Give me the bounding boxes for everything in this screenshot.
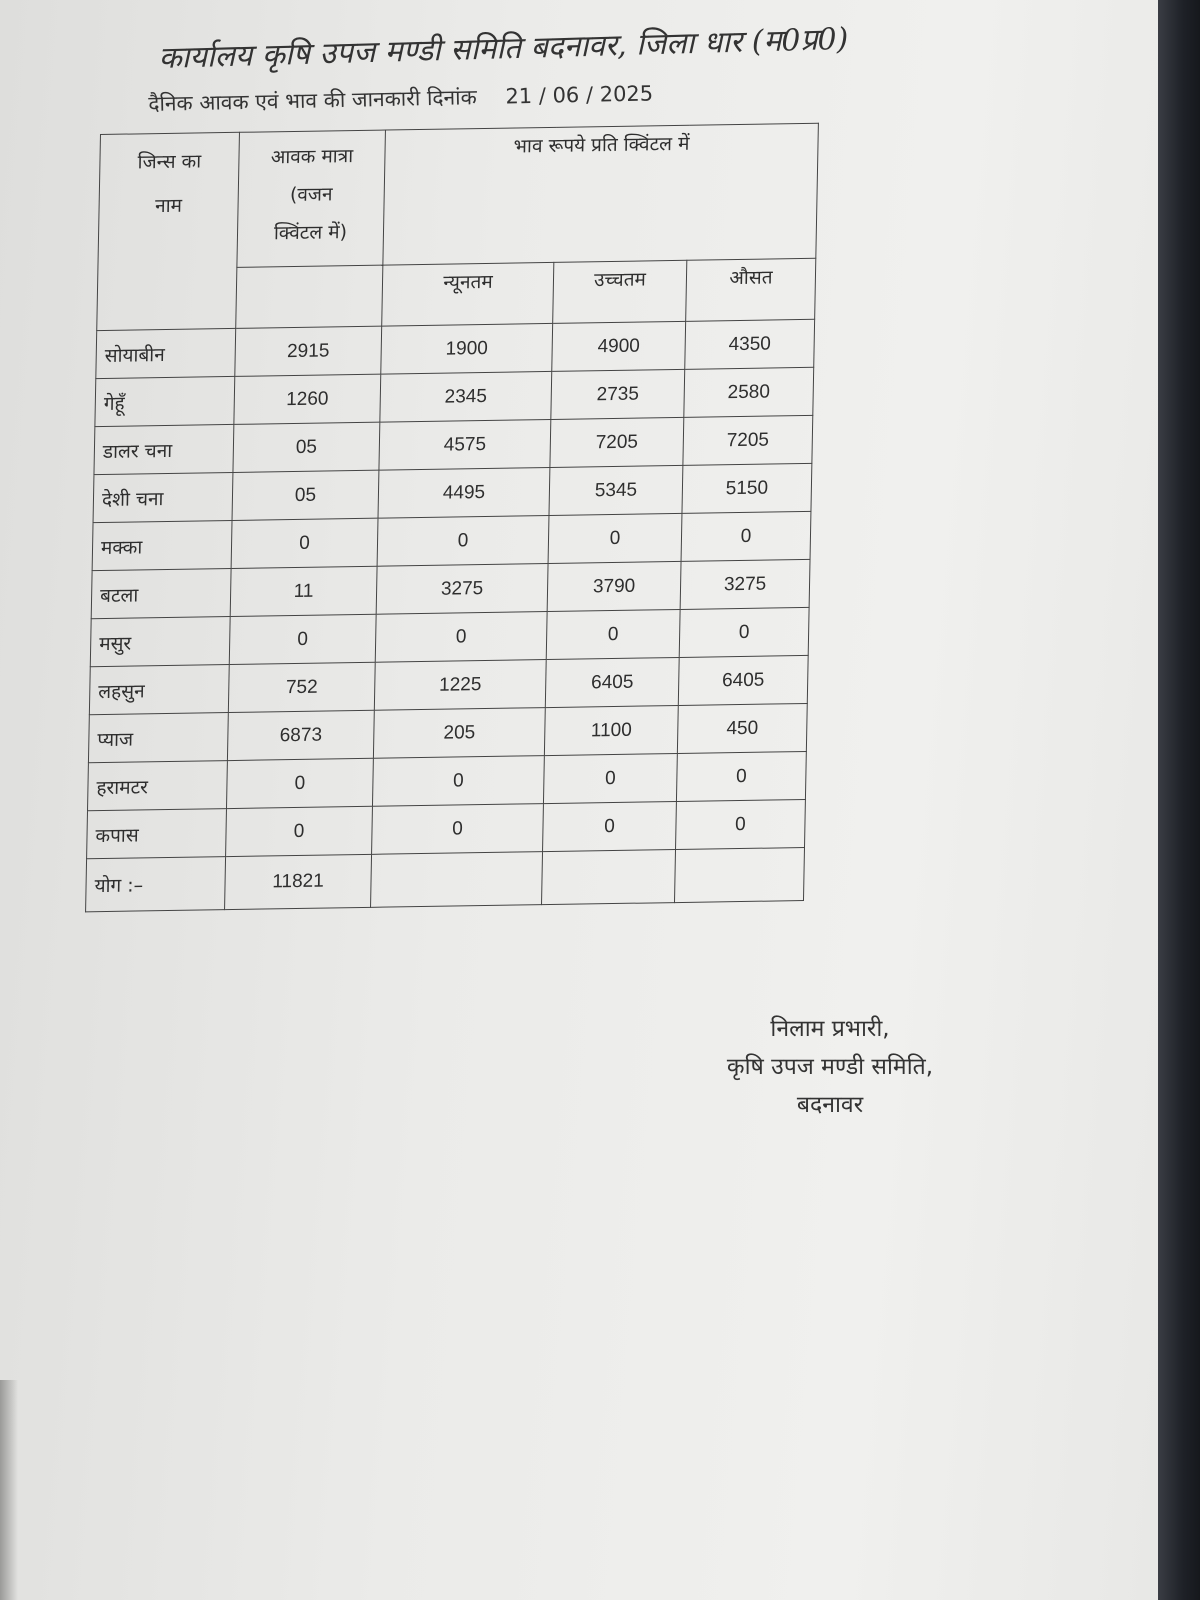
avg-price-cell: 4350 xyxy=(685,319,815,369)
max-price-cell: 3790 xyxy=(547,561,681,611)
max-price-cell: 5345 xyxy=(549,465,683,515)
commodity-name-cell: गेहूँ xyxy=(95,376,235,426)
total-empty-cell xyxy=(674,848,804,903)
arrival-qty-cell: 0 xyxy=(231,518,378,568)
arrival-qty-cell: 0 xyxy=(226,758,373,808)
commodity-name-cell: मसुर xyxy=(90,617,230,667)
signature-line1: निलाम प्रभारी, xyxy=(770,1016,890,1042)
avg-price-cell: 7205 xyxy=(683,415,813,465)
header-arrival-quantity xyxy=(237,130,386,267)
header-average: औसत xyxy=(686,258,816,321)
commodity-name-cell: सोयाबीन xyxy=(96,328,236,378)
avg-price-cell: 0 xyxy=(679,607,809,657)
price-table-wrapper xyxy=(85,123,819,913)
arrival-qty-cell: 1260 xyxy=(234,374,381,424)
total-empty-cell xyxy=(542,850,676,905)
header-commodity-line2: नाम xyxy=(154,194,183,218)
avg-price-cell: 6405 xyxy=(678,655,808,705)
background-edge xyxy=(1158,0,1200,1600)
avg-price-cell: 0 xyxy=(676,751,806,801)
header-qty-line3: क्विंटल में) xyxy=(273,221,348,245)
commodity-name-cell: प्याज xyxy=(88,713,228,763)
avg-price-cell: 2580 xyxy=(684,367,814,417)
arrival-qty-cell: 752 xyxy=(228,662,375,712)
office-title: कार्यालय कृषि उपज मण्डी समिति बदनावर, जिला धार (म0प्र0) xyxy=(158,21,849,76)
header-commodity-line1: जिन्स का xyxy=(137,150,202,174)
max-price-cell: 1100 xyxy=(544,705,678,755)
arrival-qty-cell: 0 xyxy=(229,614,376,664)
min-price-cell: 3275 xyxy=(376,564,548,615)
total-quantity: 11821 xyxy=(225,854,372,909)
report-label: दैनिक आवक एवं भाव की जानकारी दिनांक xyxy=(148,85,477,116)
avg-price-cell: 0 xyxy=(681,511,811,561)
signature-block xyxy=(690,1010,970,1124)
min-price-cell: 1900 xyxy=(381,323,553,374)
total-row xyxy=(86,848,805,912)
commodity-name-cell: हरामटर xyxy=(88,761,228,811)
max-price-cell: 4900 xyxy=(552,321,686,371)
commodity-name-cell: कपास xyxy=(87,809,227,859)
commodity-name-cell: बटला xyxy=(91,568,231,618)
signature-line2: कृषि उपज मण्डी समिति, xyxy=(726,1054,934,1080)
commodity-name-cell: लहसुन xyxy=(89,665,229,715)
min-price-cell: 0 xyxy=(372,756,544,807)
commodity-name-cell: डालर चना xyxy=(94,424,234,474)
min-price-cell: 4575 xyxy=(379,419,551,470)
avg-price-cell: 0 xyxy=(676,800,806,850)
arrival-qty-cell: 05 xyxy=(233,422,380,472)
commodity-name-cell: देशी चना xyxy=(93,472,233,522)
header-row xyxy=(98,123,819,269)
max-price-cell: 6405 xyxy=(545,657,679,707)
signature-line3: बदनावर xyxy=(796,1092,864,1118)
max-price-cell: 7205 xyxy=(550,417,684,467)
min-price-cell: 4495 xyxy=(378,467,550,518)
arrival-qty-cell: 0 xyxy=(226,806,373,856)
header-commodity-name xyxy=(97,132,240,330)
report-date: 21 / 06 / 2025 xyxy=(505,81,654,109)
arrival-qty-cell: 11 xyxy=(230,566,377,616)
arrival-qty-cell: 05 xyxy=(232,470,379,520)
arrival-price-table xyxy=(85,123,819,913)
arrival-qty-cell: 6873 xyxy=(227,710,374,760)
header-minimum: न्यूनतम xyxy=(382,262,554,326)
avg-price-cell: 5150 xyxy=(682,463,812,513)
avg-price-cell: 450 xyxy=(677,703,807,753)
min-price-cell: 0 xyxy=(375,612,547,663)
max-price-cell: 0 xyxy=(543,754,677,804)
min-price-cell: 0 xyxy=(377,515,549,566)
min-price-cell: 205 xyxy=(373,708,545,759)
total-empty-cell xyxy=(371,852,543,908)
commodity-name-cell: मक्का xyxy=(92,520,232,570)
subheader-empty-cell xyxy=(236,265,383,328)
arrival-qty-cell: 2915 xyxy=(235,326,382,376)
max-price-cell: 0 xyxy=(548,513,682,563)
header-qty-line1: आवक मात्रा xyxy=(270,145,354,169)
min-price-cell: 0 xyxy=(372,804,544,855)
min-price-cell: 2345 xyxy=(380,371,552,422)
max-price-cell: 0 xyxy=(546,609,680,659)
max-price-cell: 0 xyxy=(543,802,677,852)
page-shadow xyxy=(0,1380,18,1600)
max-price-cell: 2735 xyxy=(551,369,685,419)
header-qty-line2: (वजन xyxy=(289,183,333,207)
min-price-cell: 1225 xyxy=(374,660,546,711)
header-maximum: उच्चतम xyxy=(553,260,687,323)
header-price-per-quintal: भाव रूपये प्रति क्विंटल में xyxy=(383,123,819,265)
total-label: योग :– xyxy=(86,857,226,912)
avg-price-cell: 3275 xyxy=(680,559,810,609)
